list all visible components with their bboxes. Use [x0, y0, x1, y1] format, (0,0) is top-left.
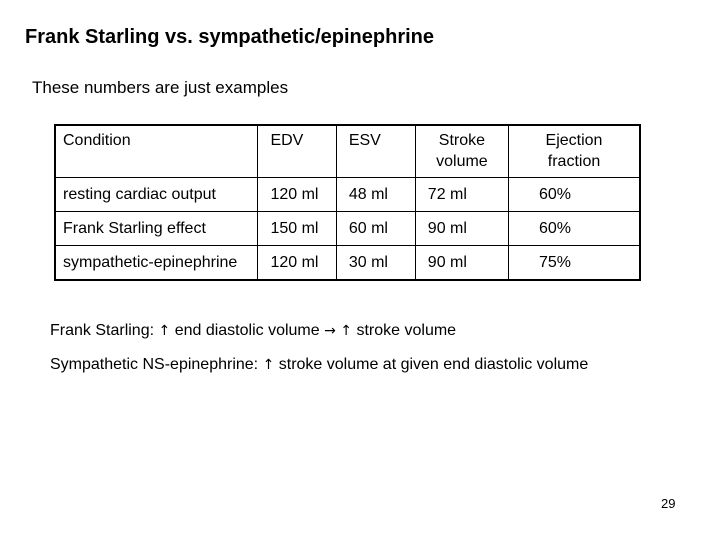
- header-condition: Condition: [55, 125, 258, 177]
- slide-subtitle: These numbers are just examples: [32, 78, 289, 97]
- right-arrow-icon: →: [324, 323, 336, 339]
- table-header-row: [55, 125, 640, 177]
- cell-stroke-volume: 72 ml: [415, 177, 508, 211]
- page-number: 29: [661, 496, 676, 511]
- note1-prefix: Frank Starling:: [50, 322, 155, 339]
- cell-esv: 30 ml: [336, 245, 415, 280]
- slide-title: Frank Starling vs. sympathetic/epinephrine: [25, 26, 435, 48]
- header-stroke-line2: volume: [436, 153, 488, 170]
- cell-condition: sympathetic-epinephrine: [55, 245, 258, 280]
- up-arrow-icon: ↑: [262, 357, 275, 373]
- cell-condition: Frank Starling effect: [55, 211, 258, 245]
- table-row: [55, 211, 640, 245]
- cell-esv: 48 ml: [336, 177, 415, 211]
- cell-edv: 120 ml: [258, 245, 336, 280]
- header-ejection-fraction: [509, 125, 641, 177]
- header-ejection-line2: fraction: [547, 153, 601, 170]
- note-frank-starling: [50, 322, 456, 340]
- cell-stroke-volume: 90 ml: [415, 211, 508, 245]
- cell-condition: resting cardiac output: [55, 177, 258, 211]
- header-stroke-volume: [415, 125, 508, 177]
- note-sympathetic: [50, 356, 588, 374]
- cell-ejection-fraction: 75%: [509, 245, 641, 280]
- up-arrow-icon: ↑: [340, 323, 353, 339]
- cell-esv: 60 ml: [336, 211, 415, 245]
- header-edv: EDV: [258, 125, 336, 177]
- table-row: [55, 177, 640, 211]
- header-ejection-line1: Ejection: [545, 132, 603, 149]
- header-esv: ESV: [336, 125, 415, 177]
- note2-prefix: Sympathetic NS-epinephrine:: [50, 356, 259, 373]
- cell-edv: 120 ml: [258, 177, 336, 211]
- comparison-table: [54, 124, 641, 281]
- header-stroke-line1: Stroke: [438, 132, 486, 149]
- cell-ejection-fraction: 60%: [509, 177, 641, 211]
- cell-ejection-fraction: 60%: [509, 211, 641, 245]
- table-row: [55, 245, 640, 280]
- cell-stroke-volume: 90 ml: [415, 245, 508, 280]
- note1-part1: end diastolic volume: [174, 322, 320, 339]
- cell-edv: 150 ml: [258, 211, 336, 245]
- note1-part2: stroke volume: [356, 322, 457, 339]
- note2-part1: stroke volume at given end diastolic volume: [278, 356, 589, 373]
- up-arrow-icon: ↑: [158, 323, 171, 339]
